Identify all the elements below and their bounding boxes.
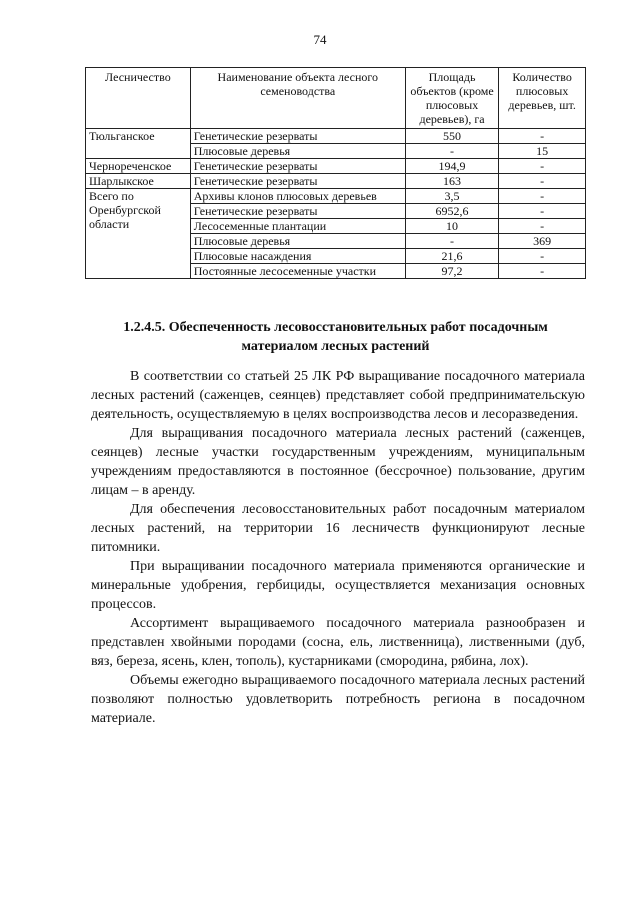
- table-body: [86, 129, 586, 279]
- forestry-cell: Чернореченское: [86, 159, 191, 174]
- table-row: [86, 129, 586, 144]
- header-forestry: Лесничество: [86, 68, 191, 129]
- paragraph: Ассортимент выращиваемого посадочного материала разнообразен и представлен хвойными породами (сосна, ель, лиственница), лиственными (дуб, вяз, береза, ясень, клен, тополь), кустарниками (смородина, рябина, лох).: [91, 616, 585, 669]
- section-title: 1.2.4.5. Обеспеченность лесовосстановительных работ посадочным материалом лесных растений: [123, 320, 548, 354]
- tree-count-cell: -: [499, 129, 586, 144]
- header-tree-count: Количество плюсовых деревьев, шт.: [499, 68, 586, 129]
- paragraph: При выращивании посадочного материала применяются органические и минеральные удобрения, гербициды, осуществляется механизация основных процессов.: [91, 559, 585, 612]
- area-cell: 97,2: [405, 264, 498, 279]
- object-name-cell: Генетические резерваты: [190, 174, 405, 189]
- area-cell: 550: [405, 129, 498, 144]
- seed-objects-table: [85, 67, 586, 279]
- header-object-name: Наименование объекта лесного семеноводства: [190, 68, 405, 129]
- area-cell: 10: [405, 219, 498, 234]
- area-cell: -: [405, 144, 498, 159]
- area-cell: 163: [405, 174, 498, 189]
- area-cell: 194,9: [405, 159, 498, 174]
- tree-count-cell: -: [499, 159, 586, 174]
- paragraph: Объемы ежегодно выращиваемого посадочного материала лесных растений позволяют полностью удовлетворить потребность региона в посадочном материале.: [91, 673, 585, 726]
- tree-count-cell: -: [499, 204, 586, 219]
- area-cell: 21,6: [405, 249, 498, 264]
- section-body: [91, 367, 585, 728]
- table-row: [86, 159, 586, 174]
- tree-count-cell: -: [499, 249, 586, 264]
- forestry-cell: Тюльганское: [86, 129, 191, 159]
- tree-count-cell: -: [499, 219, 586, 234]
- paragraph: В соответствии со статьей 25 ЛК РФ выращивание посадочного материала лесных растений (саженцев, сеянцев) представляет собой предпринимательскую деятельность, осуществляемую в целях воспроизводства лесов и лесоразведения.: [91, 369, 585, 422]
- table-row: [86, 174, 586, 189]
- object-name-cell: Плюсовые деревья: [190, 234, 405, 249]
- paragraph: Для обеспечения лесовосстановительных работ посадочным материалом лесных растений, на территории 16 лесничеств функционируют лесные питомники.: [91, 502, 585, 555]
- object-name-cell: Генетические резерваты: [190, 129, 405, 144]
- object-name-cell: Генетические резерваты: [190, 159, 405, 174]
- forestry-cell: Шарлыкское: [86, 174, 191, 189]
- object-name-cell: Генетические резерваты: [190, 204, 405, 219]
- page-number: 74: [313, 32, 327, 47]
- object-name-cell: Постоянные лесосеменные участки: [190, 264, 405, 279]
- tree-count-cell: -: [499, 189, 586, 204]
- object-name-cell: Лесосеменные плантации: [190, 219, 405, 234]
- tree-count-cell: -: [499, 174, 586, 189]
- object-name-cell: Плюсовые насаждения: [190, 249, 405, 264]
- object-name-cell: Архивы клонов плюсовых деревьев: [190, 189, 405, 204]
- area-cell: 3,5: [405, 189, 498, 204]
- area-cell: -: [405, 234, 498, 249]
- tree-count-cell: -: [499, 264, 586, 279]
- object-name-cell: Плюсовые деревья: [190, 144, 405, 159]
- tree-count-cell: 15: [499, 144, 586, 159]
- area-cell: 6952,6: [405, 204, 498, 219]
- paragraph: Для выращивания посадочного материала лесных растений (саженцев, сеянцев) лесные участки государственным учреждениям, муниципальным учреждениям предоставляются в постоянное (бессрочное) пользование, другим лицам – в аренду.: [91, 426, 585, 498]
- header-area: Площадь объектов (кроме плюсовых деревьев), га: [405, 68, 498, 129]
- table-row: [86, 189, 586, 204]
- tree-count-cell: 369: [499, 234, 586, 249]
- forestry-cell: Всего по Оренбургской области: [86, 189, 191, 279]
- table-header-row: [86, 68, 586, 129]
